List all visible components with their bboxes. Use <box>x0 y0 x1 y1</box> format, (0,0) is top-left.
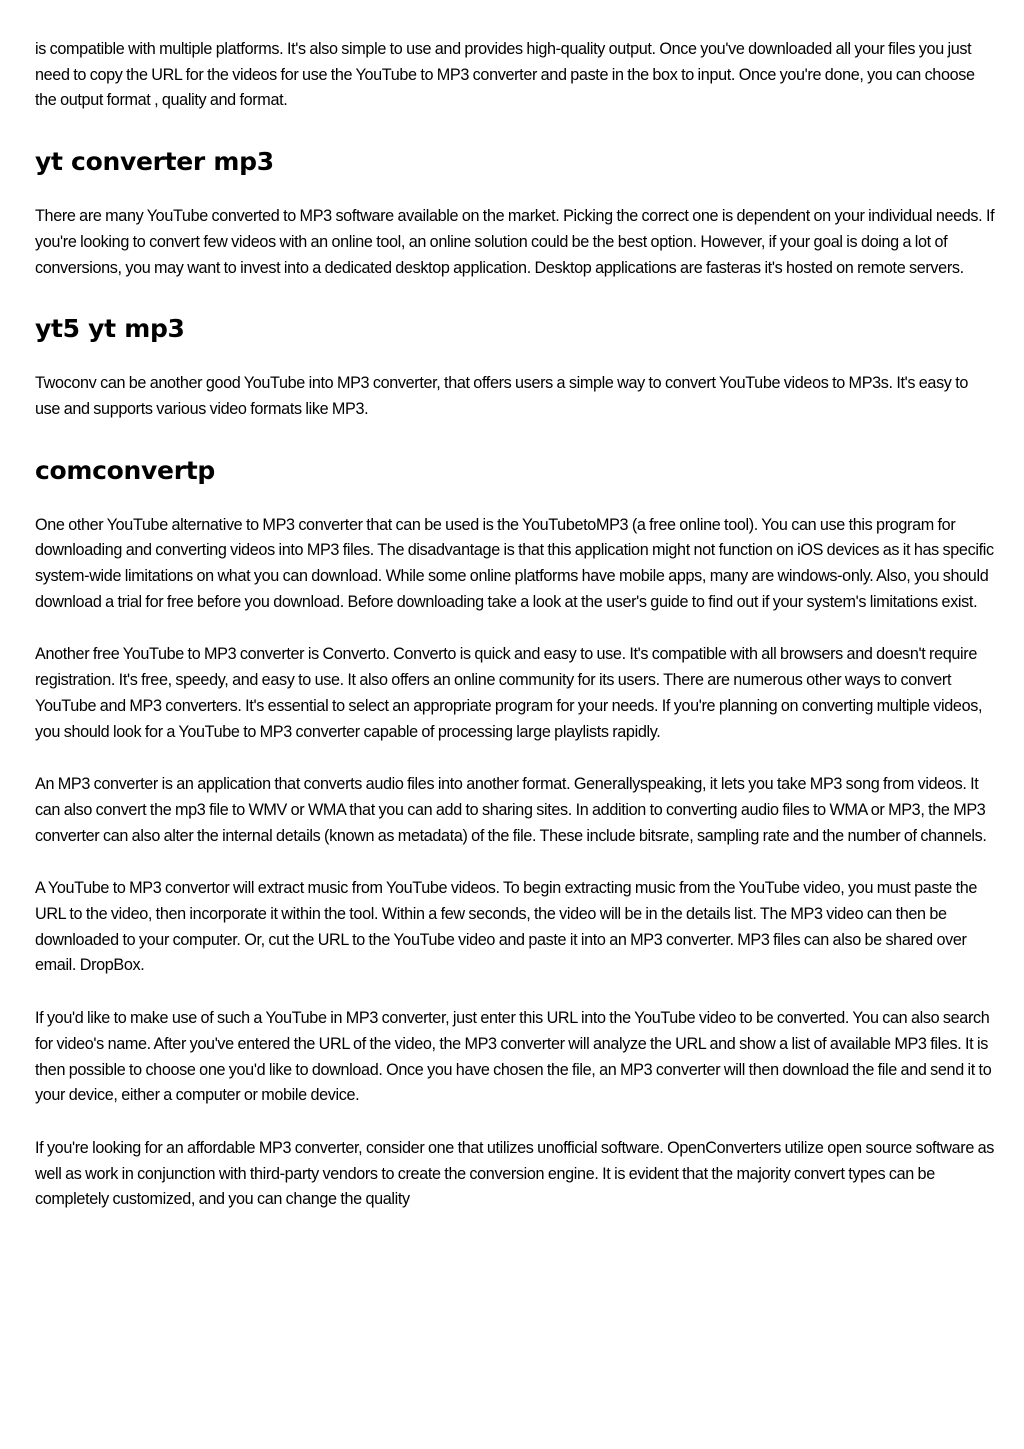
paragraph-mp3-converter-definition: An MP3 converter is an application that converts audio files into another format. Generallyspeaking, it lets you take MP3 song from videos. It can also convert the mp3 file to WMV or WMA that you can add to sharing sites. In addition to converting audio files to WMA or MP3, the MP3 converter can also alter the internal details (known as metadata) of the file. These include bitsrate, sampling rate and the number of channels. <box>35 775 987 845</box>
heading-yt-converter-mp3: yt converter mp3 <box>35 147 274 177</box>
paragraph-extract-music: A YouTube to MP3 convertor will extract music from YouTube videos. To begin extracting music from the YouTube video, you must paste the URL to the video, then incorporate it within the tool. Within a few seconds, the video will be in the details list. The MP3 video can then be downloaded to your computer. Or, cut the URL to the YouTube video and paste it into an MP3 converter. MP3 files can also be shared over email. DropBox. <box>35 879 978 975</box>
paragraph-choosing-converter: There are many YouTube converted to MP3 software available on the market. Picking the correct one is dependent on your individual needs. If you're looking to convert few videos with an online tool, an online solution could be the best option. However, if your goal is doing a lot of conversions, you may want to invest into a dedicated desktop application. Desktop applications are fasteras it's hosted on remote servers. <box>35 207 995 277</box>
paragraph-affordable-converter: If you're looking for an affordable MP3 converter, consider one that utilizes unofficial software. OpenConverters utilize open source software as well as work in conjunction with third-party vendors to create the conversion engine. It is evident that the majority convert types can be completely customized, and you can change the quality <box>35 1138 995 1209</box>
heading-yt5-yt-mp3: yt5 yt mp3 <box>35 314 185 344</box>
paragraph-intro-continued: is compatible with multiple platforms. It's also simple to use and provides high-quality output. Once you've downloaded all your files you just need to copy the URL for the videos for use the YouTube to MP3 converter and paste in the box to input. Once you're done, you can choose the output format , quality and format. <box>35 40 975 110</box>
paragraph-youtubetomp3: One other YouTube alternative to MP3 converter that can be used is the YouTubetoMP3 (a free online tool). You can use this program for downloading and converting videos into MP3 files. The disadvantage is that this application might not function on iOS devices as it has specific system-wide limitations on what you can download. While some online platforms have mobile apps, many are windows-only. Also, you should download a trial for free before you download. Before downloading take a look at the user's guide to find out if your system's limitations exist. <box>35 515 994 611</box>
article-body <box>35 37 995 1213</box>
paragraph-converto: Another free YouTube to MP3 converter is Converto. Converto is quick and easy to use. It's compatible with all browsers and doesn't require registration. It's free, speedy, and easy to use. It also offers an online community for its users. There are numerous other ways to convert YouTube and MP3 converters. It's essential to select an appropriate program for your needs. If you're planning on converting multiple videos, you should look for a YouTube to MP3 converter capable of processing large playlists rapidly. <box>35 645 983 741</box>
paragraph-how-to-use: If you'd like to make use of such a YouTube in MP3 converter, just enter this URL into the YouTube video to be converted. You can also search for video's name. After you've entered the URL of the video, the MP3 converter will analyze the URL and show a list of available MP3 files. It is then possible to choose one you'd like to download. Once you have chosen the file, an MP3 converter will then download the file and send it to your device, either a computer or mobile device. <box>35 1009 992 1105</box>
heading-comconvertp: comconvertp <box>35 455 215 485</box>
paragraph-twoconv: Twoconv can be another good YouTube into MP3 converter, that offers users a simple way to convert YouTube videos to MP3s. It's easy to use and supports various video formats like MP3. <box>35 374 969 418</box>
